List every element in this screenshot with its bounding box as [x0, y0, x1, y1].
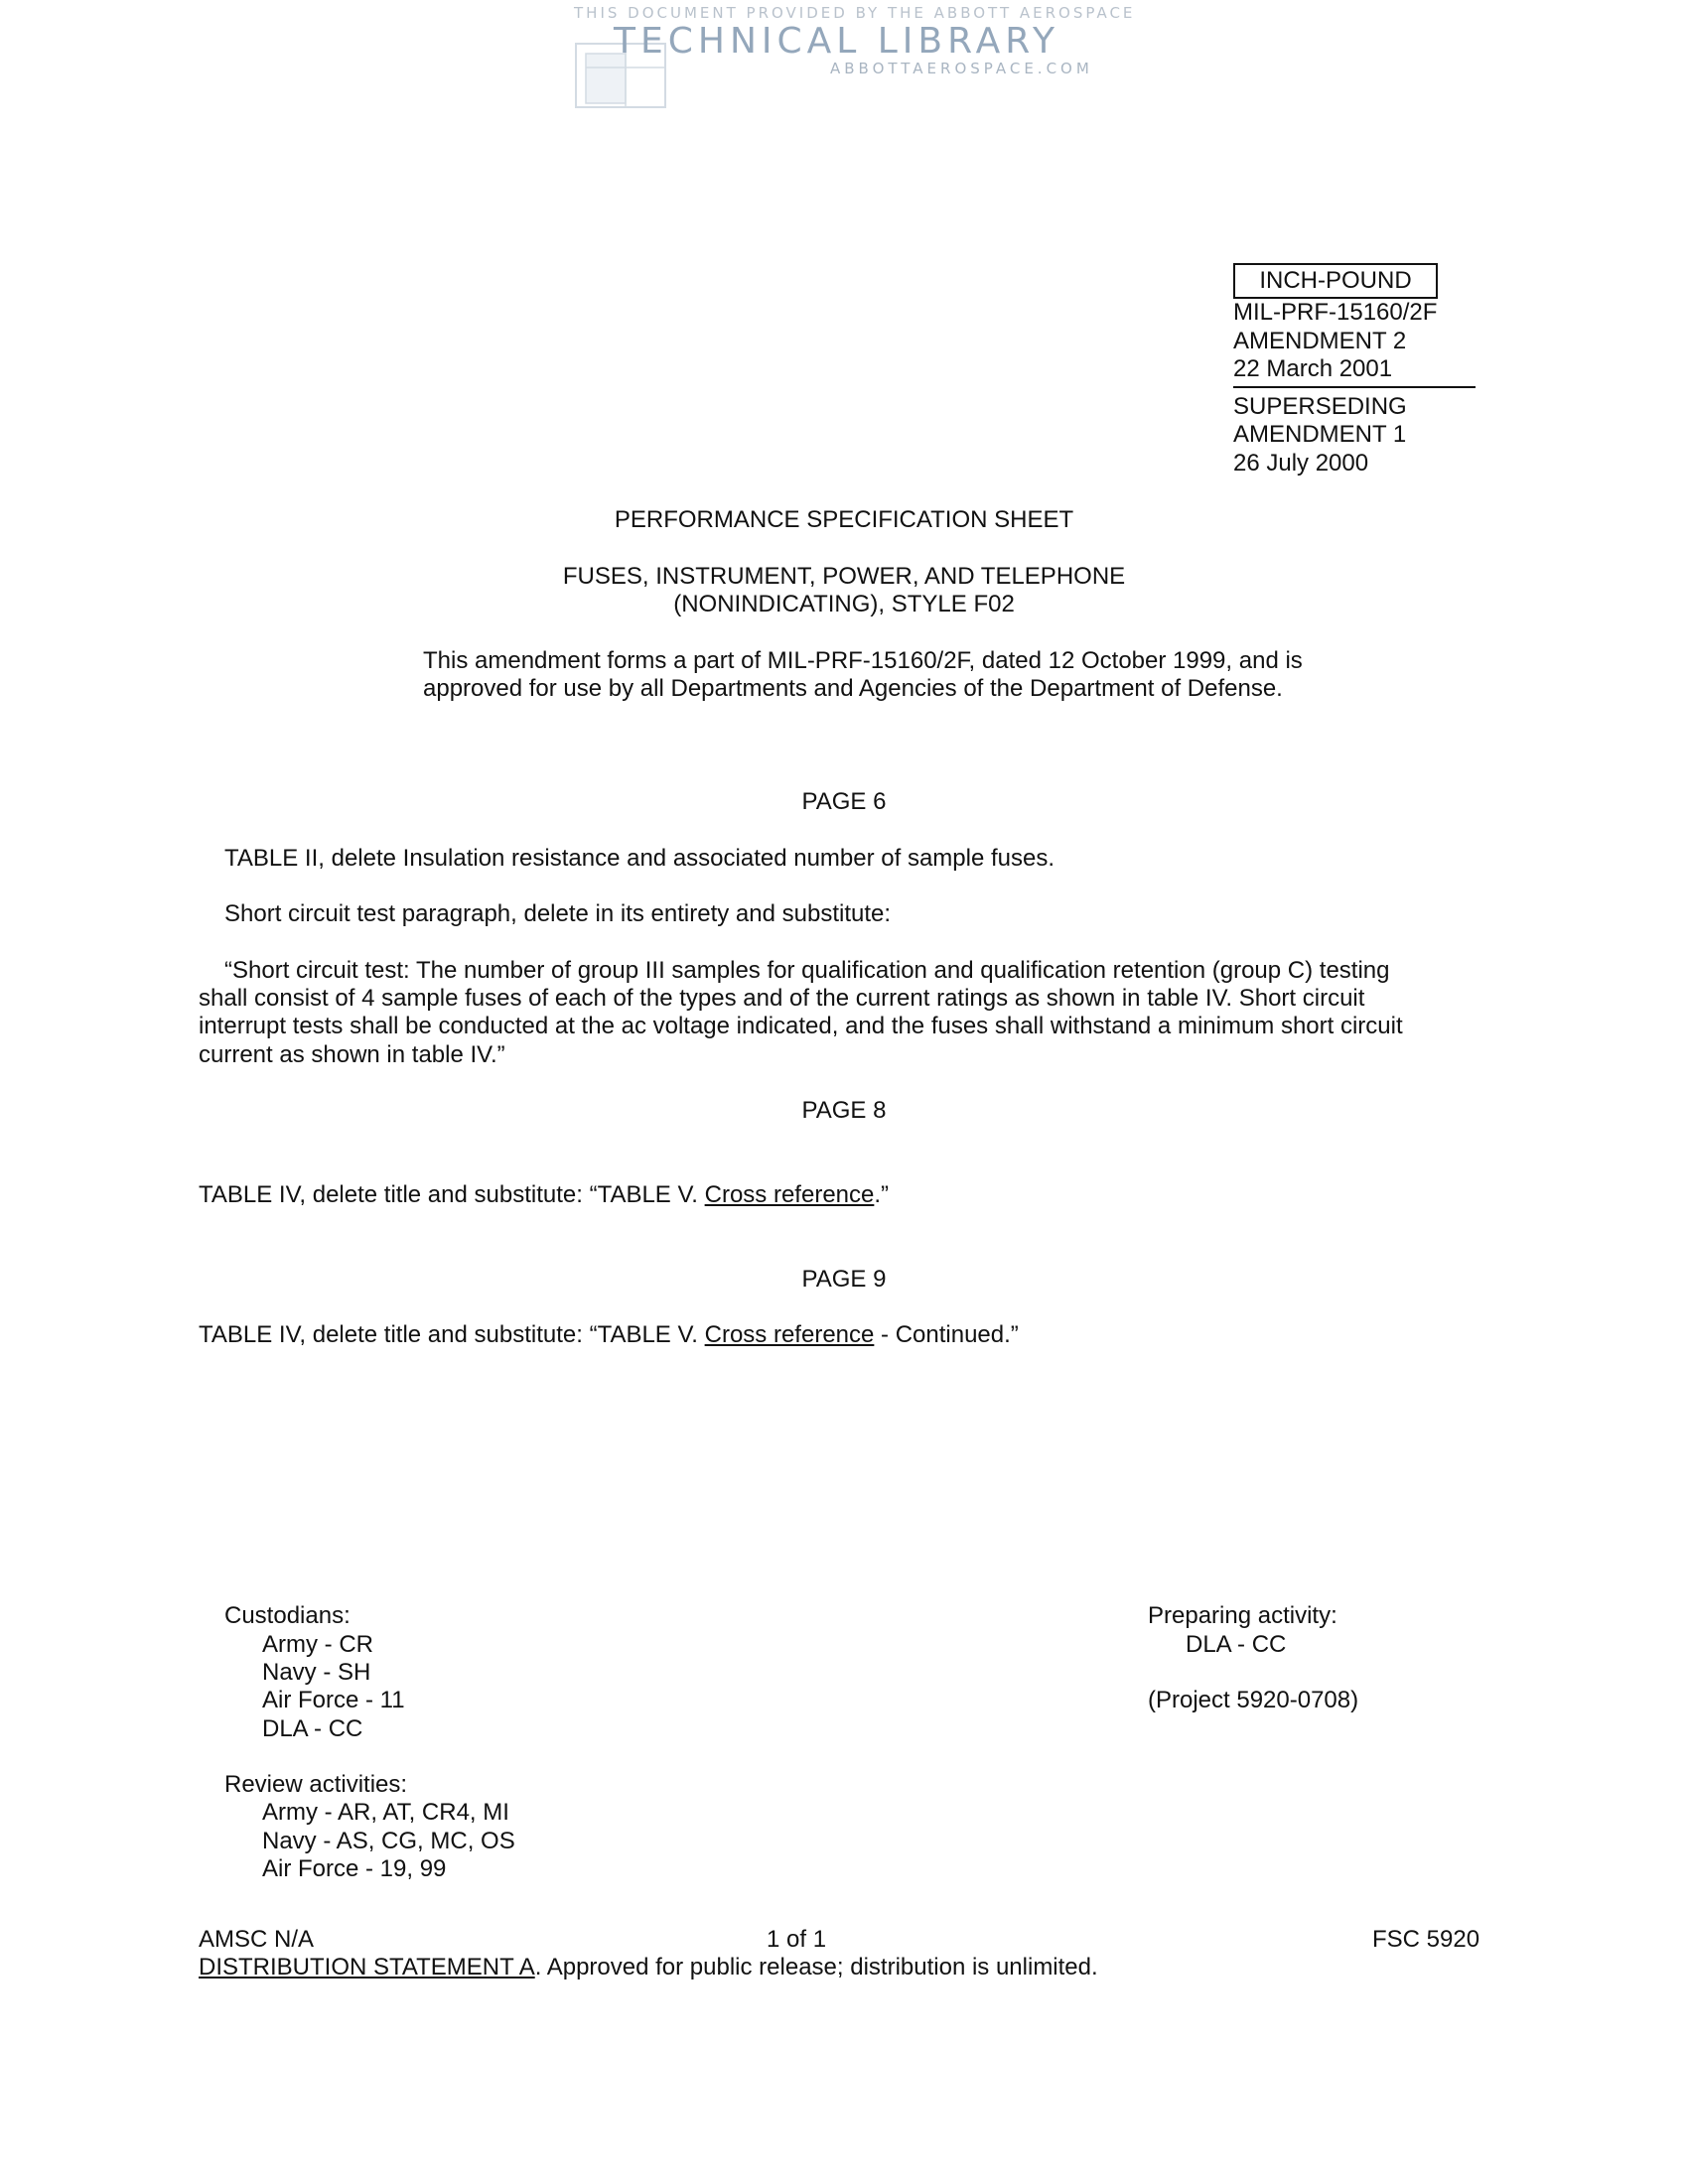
inch-pound-box: INCH-POUND	[1233, 263, 1438, 299]
distribution-statement	[199, 1954, 1098, 1981]
page9-instruction	[199, 1321, 1019, 1349]
custodian-air-force: Air Force - 11	[262, 1687, 405, 1713]
quote-line-3: interrupt tests shall be conducted at the ac voltage indicated, and the fuses shall withstand a minimum short circuit	[199, 1013, 1403, 1039]
superseded-date: 26 July 2000	[1233, 450, 1369, 477]
title-line-1: FUSES, INSTRUMENT, POWER, AND TELEPHONE	[562, 563, 1126, 590]
review-air-force: Air Force - 19, 99	[262, 1855, 447, 1882]
page8-cross-reference: Cross reference	[704, 1181, 875, 1208]
page9-pre: TABLE IV, delete title and substitute: “TABLE V.	[199, 1321, 705, 1348]
watermark-top-line: THIS DOCUMENT PROVIDED BY THE ABBOTT AEROSPACE	[574, 4, 1136, 22]
custodians-label: Custodians:	[224, 1602, 351, 1629]
preparing-label: Preparing activity:	[1148, 1602, 1337, 1629]
page8-pre: TABLE IV, delete title and substitute: “TABLE V.	[199, 1181, 705, 1208]
page8-heading: PAGE 8	[801, 1097, 887, 1124]
review-label: Review activities:	[224, 1771, 408, 1798]
watermark-url: ABBOTTAEROSPACE.COM	[830, 60, 1093, 77]
page9-post: - Continued.”	[874, 1321, 1019, 1348]
intro-line-1: This amendment forms a part of MIL-PRF-15160/2F, dated 12 October 1999, and is	[423, 647, 1303, 674]
amendment-date: 22 March 2001	[1233, 355, 1393, 382]
fsc-label: FSC 5920	[1372, 1926, 1480, 1953]
page9-cross-reference: Cross reference	[704, 1321, 875, 1348]
preparing-activity: DLA - CC	[1186, 1631, 1287, 1658]
header-divider	[1233, 386, 1476, 388]
amsc-label: AMSC N/A	[199, 1926, 315, 1953]
custodian-navy: Navy - SH	[262, 1659, 371, 1686]
superseded-amendment: AMENDMENT 1	[1233, 421, 1407, 448]
page8-post: .”	[874, 1181, 890, 1208]
amendment-number: AMENDMENT 2	[1233, 328, 1407, 354]
distribution-text: . Approved for public release; distribution is unlimited.	[534, 1954, 1098, 1980]
page-count: 1 of 1	[767, 1926, 827, 1953]
doc-number: MIL-PRF-15160/2F	[1233, 299, 1438, 326]
quote-line-2: shall consist of 4 sample fuses of each of the types and of the current ratings as shown in table IV. Short circuit	[199, 985, 1365, 1012]
review-army: Army - AR, AT, CR4, MI	[262, 1799, 509, 1826]
sheet-title: PERFORMANCE SPECIFICATION SHEET	[614, 506, 1074, 533]
page8-instruction	[199, 1181, 889, 1209]
custodian-army: Army - CR	[262, 1631, 373, 1658]
distribution-label: DISTRIBUTION STATEMENT A	[199, 1954, 535, 1980]
quote-line-1: “Short circuit test: The number of group III samples for qualification and qualification retention (group C) testing	[224, 957, 1390, 984]
custodian-dla: DLA - CC	[262, 1715, 363, 1742]
project-number: (Project 5920-0708)	[1148, 1687, 1359, 1713]
quote-line-4: current as shown in table IV.”	[199, 1041, 505, 1068]
page6-para-2: Short circuit test paragraph, delete in its entirety and substitute:	[224, 900, 892, 927]
page6-para-1: TABLE II, delete Insulation resistance and associated number of sample fuses.	[224, 845, 1055, 872]
superseding-label: SUPERSEDING	[1233, 393, 1407, 420]
review-navy: Navy - AS, CG, MC, OS	[262, 1828, 515, 1854]
intro-line-2: approved for use by all Departments and Agencies of the Department of Defense.	[423, 675, 1283, 702]
page9-heading: PAGE 9	[801, 1266, 887, 1293]
watermark-title: TECHNICAL LIBRARY	[614, 21, 1060, 62]
page6-heading: PAGE 6	[801, 788, 887, 815]
title-line-2: (NONINDICATING), STYLE F02	[673, 591, 1015, 617]
